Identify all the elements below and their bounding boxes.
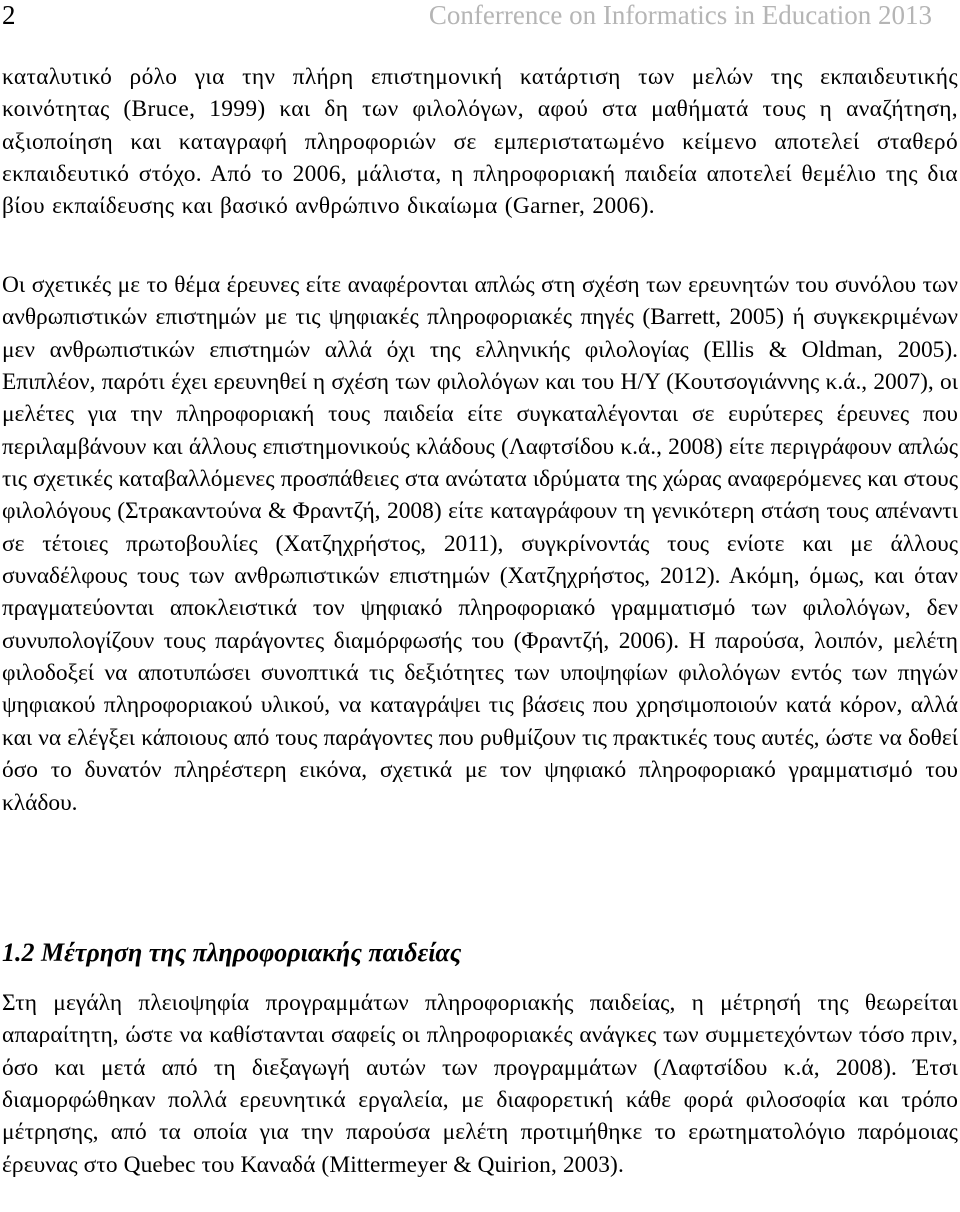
paragraph-measurement: Στη μεγάλη πλειοψηφία προγραμμάτων πληροφοριακής παιδείας, η μέτρησή της θεωρείται απαραίτητη, ώστε να καθίστανται σαφείς οι πληροφοριακές ανάγκες των συμμετεχόντων τόσο πριν, όσο και μετά από τη διεξαγωγή αυτών των προγραμμάτων (Λαφτσίδου κ.ά, 2008). Έτσι διαμορφώθηκαν πολλά ερευνητικά εργαλεία, με διαφορετική κάθε φορά φιλοσοφία και τρόπο μέτρησης, από τα οποία για την παρούσα μελέτη προτιμήθηκε το ερωτηματολόγιο παρόμοιας έρευνας στο Quebec του Καναδά (Mittermeyer & Quirion, 2003).: [2, 990, 958, 1178]
conference-title: Conferrence on Informatics in Education 2013: [428, 0, 932, 30]
section-heading: 1.2 Μέτρηση της πληροφοριακής παιδείας: [2, 938, 462, 967]
paragraph-related-research: Οι σχετικές με το θέμα έρευνες είτε αναφέρονται απλώς στη σχέση των ερευνητών του συνόλου των ανθρωπιστικών επιστημών με τις ψηφιακές πληροφοριακές πηγές (Barrett, 2005) ή συγκεκριμένων μεν ανθρωπιστικών επιστημών αλλά όχι της ελληνικής φιλολογίας (Ellis & Oldman, 2005). Επιπλέον, παρότι έχει ερευνηθεί η σχέση των φιλολόγων και του Η/Υ (Κουτσογιάννης κ.ά., 2007), οι μελέτες για την πληροφοριακή τους παιδεία είτε συγκαταλέγονται σε ευρύτερες έρευνες που περιλαμβάνουν και άλλους επιστημονικούς κλάδους (Λαφτσίδου κ.ά., 2008) είτε περιγράφουν απλώς τις σχετικές καταβαλλόμενες προσπάθειες στα ανώτατα ιδρύματα της χώρας αναφερόμενες και στους φιλολόγους (Στρακαντούνα & Φραντζή, 2008) είτε καταγράφουν τη γενικότερη στάση τους απέναντι σε τέτοιες πρωτοβουλίες (Χατζηχρήστος, 2011), συγκρίνοντάς τους ενίοτε και με άλλους συναδέλφους τους των ανθρωπιστικών επιστημών (Χατζηχρήστος, 2012). Ακόμη, όμως, και όταν πραγματεύονται αποκλειστικά τον ψηφιακό πληροφοριακό γραμματισμό των φιλολόγων, δεν συνυπολογίζουν τους παράγοντες διαμόρφωσής του (Φραντζή, 2006). Η παρούσα, λοιπόν, μελέτη φιλοδοξεί να αποτυπώσει συνοπτικά τις δεξιότητες των υποψηφίων φιλολόγων εντός των πηγών ψηφιακού πληροφοριακού υλικού, να καταγράψει τις βάσεις που χρησιμοποιούν κατά κόρον, αλλά και να ελέγξει κάποιους από τους παράγοντες που ρυθμίζουν τις πρακτικές τους αυτές, ώστε να δοθεί όσο το δυνατόν πληρέστερη εικόνα, σχετικά με τον ψηφιακό πληροφοριακό γραμματισμό του κλάδου.: [2, 272, 958, 816]
page-number: 2: [2, 0, 16, 30]
paragraph-intro-continued: καταλυτικό ρόλο για την πλήρη επιστημονική κατάρτιση των μελών της εκπαιδευτικής κοινότητας (Bruce, 1999) και δη των φιλολόγων, αφού στα μαθήματά τους η αναζήτηση, αξιοποίηση και καταγραφή πληροφοριών σε εμπεριστατωμένο κείμενο αποτελεί σταθερό εκπαιδευτικό στόχο. Από το 2006, μάλιστα, η πληροφοριακή παιδεία αποτελεί θεμέλιο της δια βίου εκπαίδευσης και βασικό ανθρώπινο δικαίωμα (Garner, 2006).: [2, 64, 958, 220]
running-header: [2, 0, 932, 32]
